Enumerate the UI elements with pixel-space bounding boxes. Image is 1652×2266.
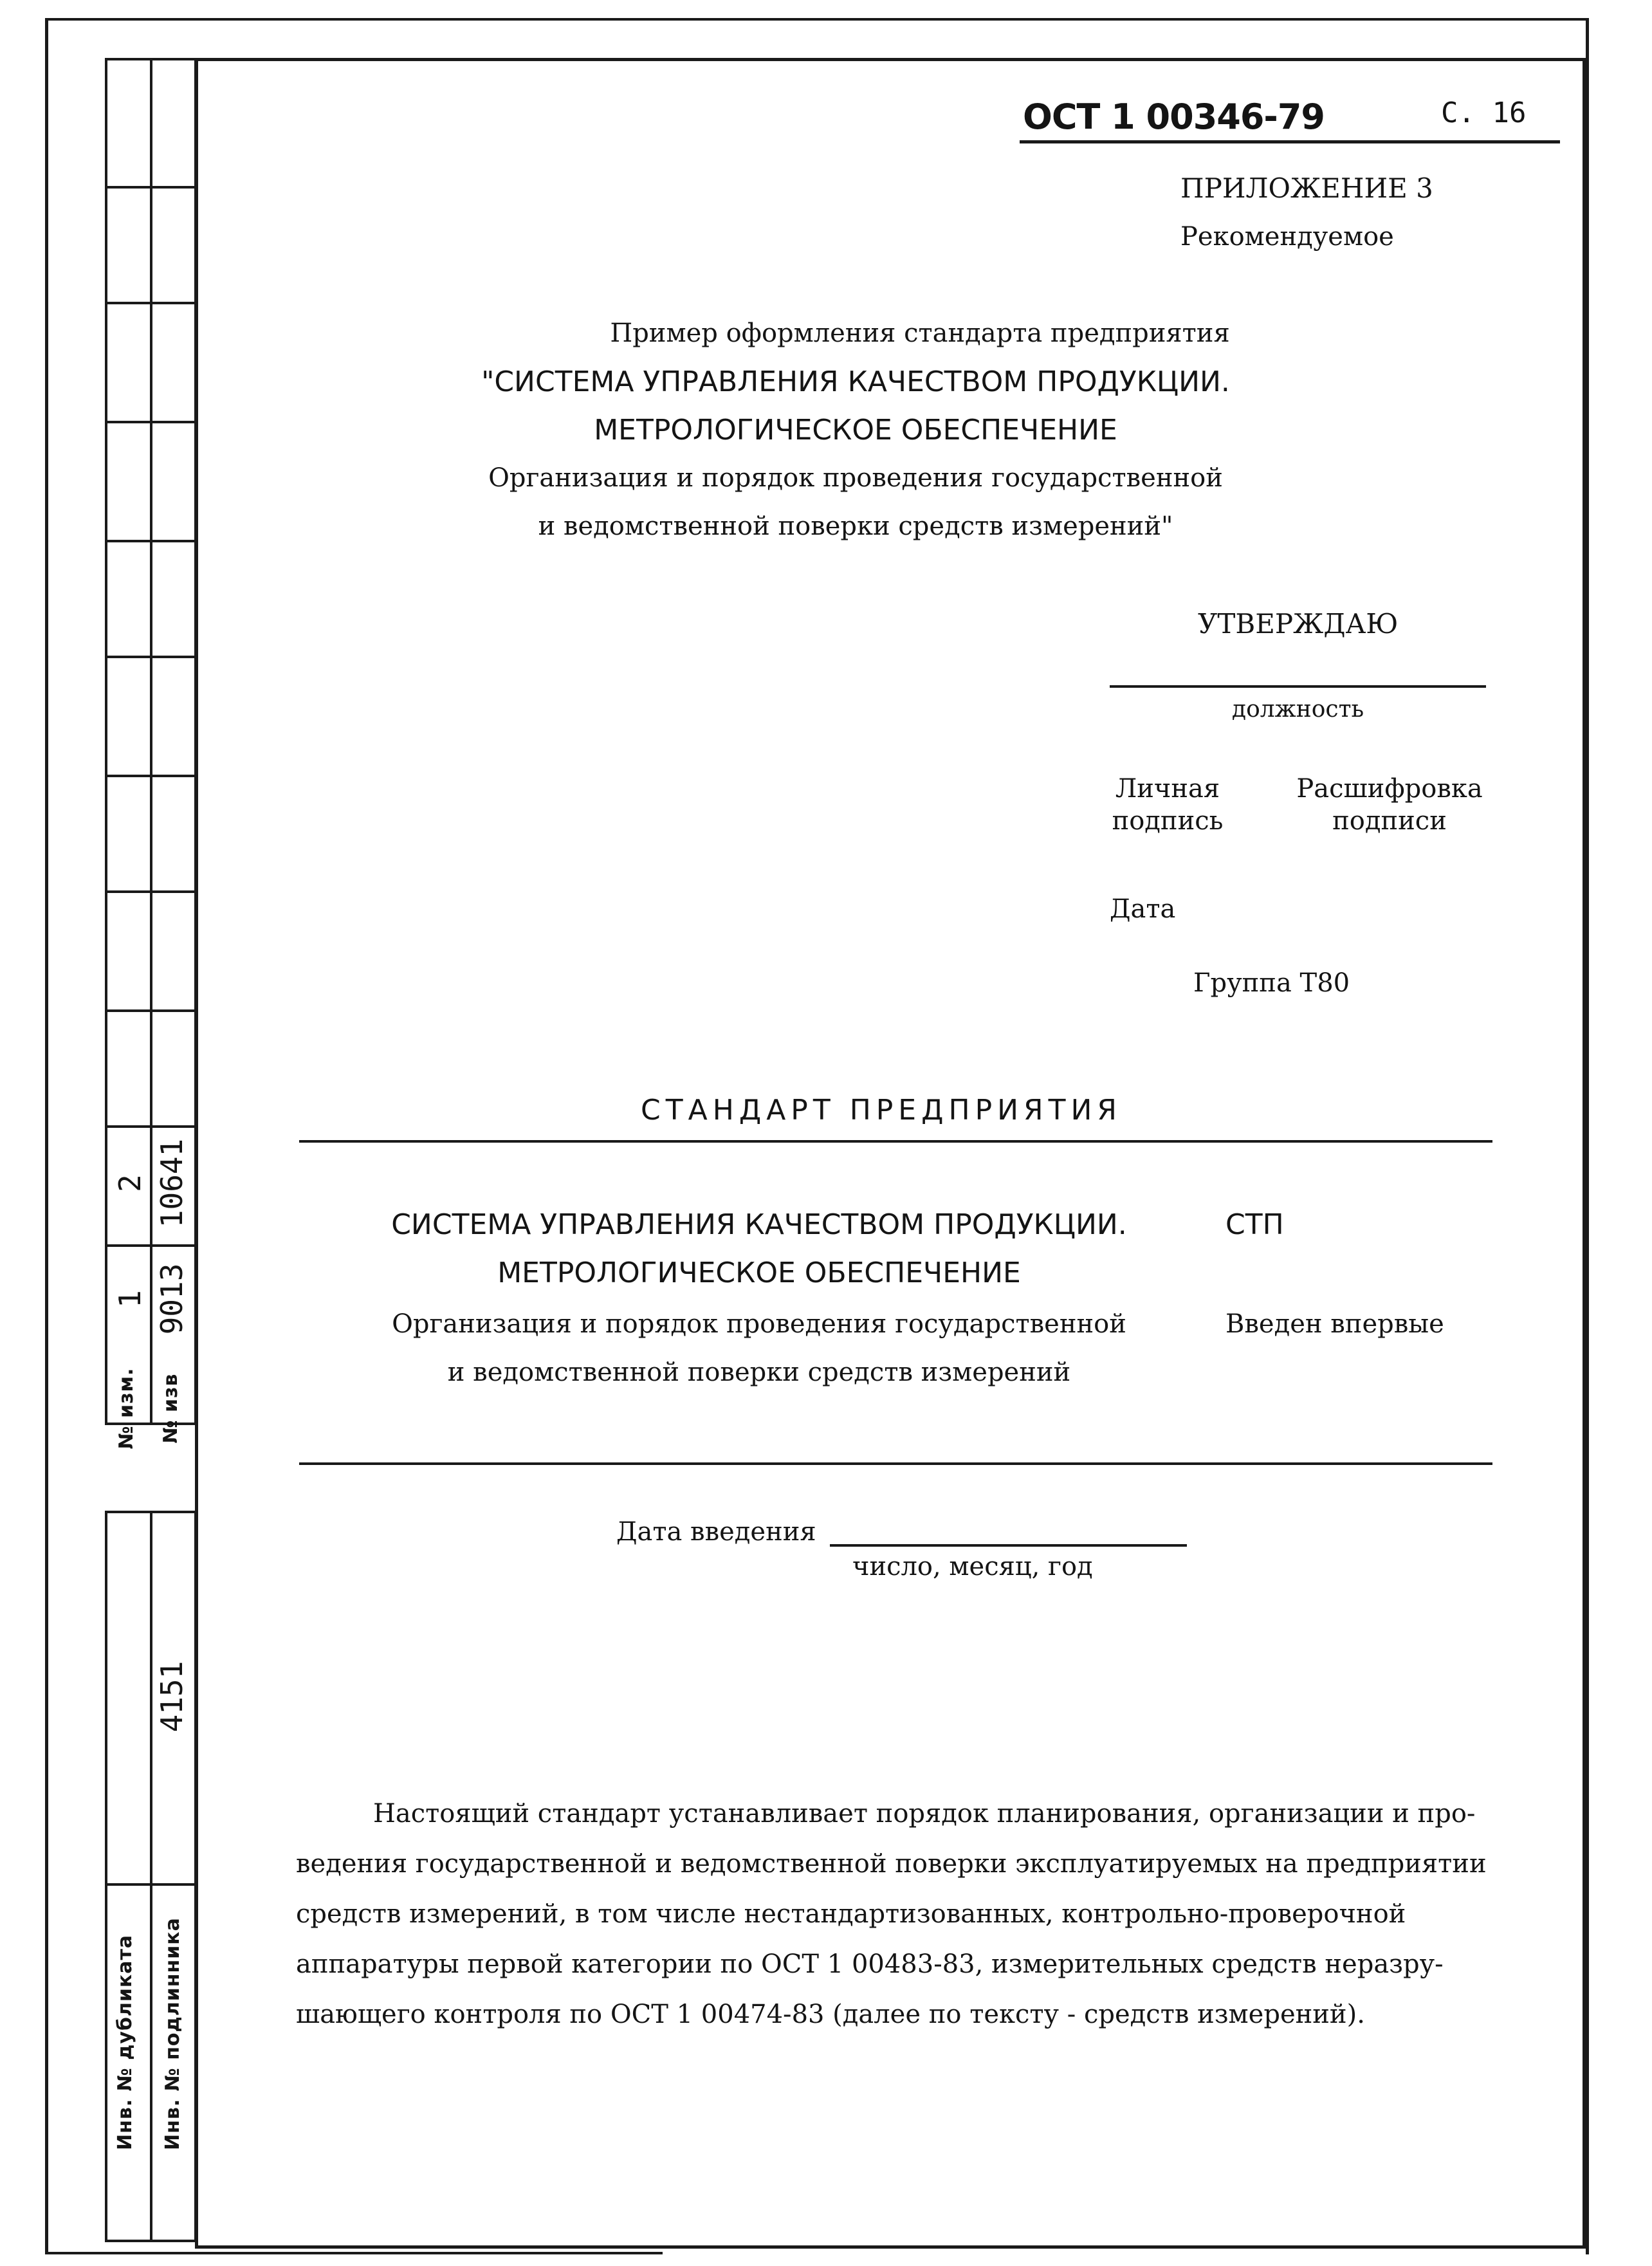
paragraph-line: аппаратуры первой категории по ОСТ 1 00483-83, измерительных средств неразру-	[296, 1949, 1444, 1979]
strip-row-line	[107, 1244, 194, 1247]
header-underline	[1020, 140, 1560, 143]
heading-rule	[299, 1140, 1492, 1143]
strip-row-line	[107, 1125, 194, 1128]
change-number-1: 1	[113, 1290, 147, 1308]
inventory-strip	[105, 1511, 197, 2242]
standard-heading: СТАНДАРТ ПРЕДПРИЯТИЯ	[641, 1094, 1122, 1127]
notice-number-9013: 9013	[154, 1263, 189, 1335]
decode-caption-2: подписи	[1332, 806, 1447, 836]
example-title-line-1: Пример оформления стандарта предприятия	[610, 318, 1230, 348]
original-inventory-number: 4151	[154, 1661, 189, 1733]
paragraph-line: Настоящий стандарт устанавливает порядок планирования, организации и про-	[373, 1799, 1476, 1828]
intro-date-caption: число, месяц, год	[852, 1552, 1093, 1581]
signature-caption-2: подпись	[1112, 806, 1224, 836]
example-title-line-4: Организация и порядок проведения государственной	[488, 463, 1223, 493]
introduced-note: Введен впервые	[1225, 1309, 1444, 1339]
strip-row-line	[107, 421, 194, 423]
change-registration-strip	[105, 58, 197, 1450]
example-title-line-3: МЕТРОЛОГИЧЕСКОЕ ОБЕСПЕЧЕНИЕ	[594, 414, 1117, 447]
approve-label: УТВЕРЖДАЮ	[1198, 608, 1399, 640]
standard-title-4: и ведомственной поверки средств измерений	[447, 1358, 1071, 1387]
paragraph-line: ведения государственной и ведомственной поверки эксплуатируемых на предприятии	[296, 1849, 1487, 1879]
paragraph-line: шающего контроля по ОСТ 1 00474-83 (далее по тексту - средств измерений).	[296, 2000, 1365, 2029]
example-title-line-5: и ведомственной поверки средств измерений"	[538, 511, 1173, 541]
strip-row-line	[107, 302, 194, 304]
intro-date-label: Дата введения	[616, 1517, 816, 1547]
notice-number-label: № изв	[160, 1373, 182, 1444]
strip-row-line	[107, 775, 194, 777]
appendix-title: ПРИЛОЖЕНИЕ 3	[1180, 172, 1433, 204]
standard-title-2: МЕТРОЛОГИЧЕСКОЕ ОБЕСПЕЧЕНИЕ	[497, 1257, 1021, 1289]
signature-caption-1: Личная	[1115, 774, 1220, 804]
date-label: Дата	[1110, 894, 1176, 924]
position-line	[1110, 685, 1486, 688]
outer-frame-bottom	[45, 2252, 663, 2254]
page-number: С. 16	[1441, 97, 1527, 129]
standard-code: СТП	[1225, 1208, 1284, 1241]
original-inventory-label: Инв. № подлинника	[161, 1917, 184, 2150]
paragraph-line: средств измерений, в том числе нестандартизованных, контрольно-проверочной	[296, 1899, 1406, 1929]
strip-column-divider	[150, 1513, 152, 2240]
decode-caption-1: Расшифровка	[1296, 774, 1483, 804]
position-caption: должность	[1231, 696, 1364, 723]
title-block-rule	[299, 1462, 1492, 1465]
example-title-line-2: "СИСТЕМА УПРАВЛЕНИЯ КАЧЕСТВОМ ПРОДУКЦИИ.	[481, 365, 1230, 398]
intro-date-line	[830, 1544, 1187, 1547]
document-code: ОСТ 1 00346-79	[1023, 97, 1325, 137]
duplicate-inventory-label: Инв. № дубликата	[114, 1934, 136, 2150]
standard-title-3: Организация и порядок проведения государственной	[392, 1309, 1126, 1339]
strip-row-line	[107, 890, 194, 893]
strip-row-line	[107, 1883, 194, 1886]
group-label: Группа Т80	[1193, 968, 1350, 998]
change-number-label: № изм.	[115, 1367, 138, 1450]
change-number-2: 2	[113, 1174, 147, 1192]
strip-row-line	[107, 656, 194, 658]
strip-row-line	[107, 540, 194, 542]
standard-title-1: СИСТЕМА УПРАВЛЕНИЯ КАЧЕСТВОМ ПРОДУКЦИИ.	[391, 1208, 1127, 1241]
scope-paragraph	[296, 1789, 1505, 2040]
strip-row-line	[107, 186, 194, 189]
notice-number-10641: 10641	[154, 1138, 189, 1228]
strip-row-line	[107, 1009, 194, 1012]
strip-column-divider	[150, 60, 152, 1423]
appendix-status: Рекомендуемое	[1180, 222, 1394, 252]
